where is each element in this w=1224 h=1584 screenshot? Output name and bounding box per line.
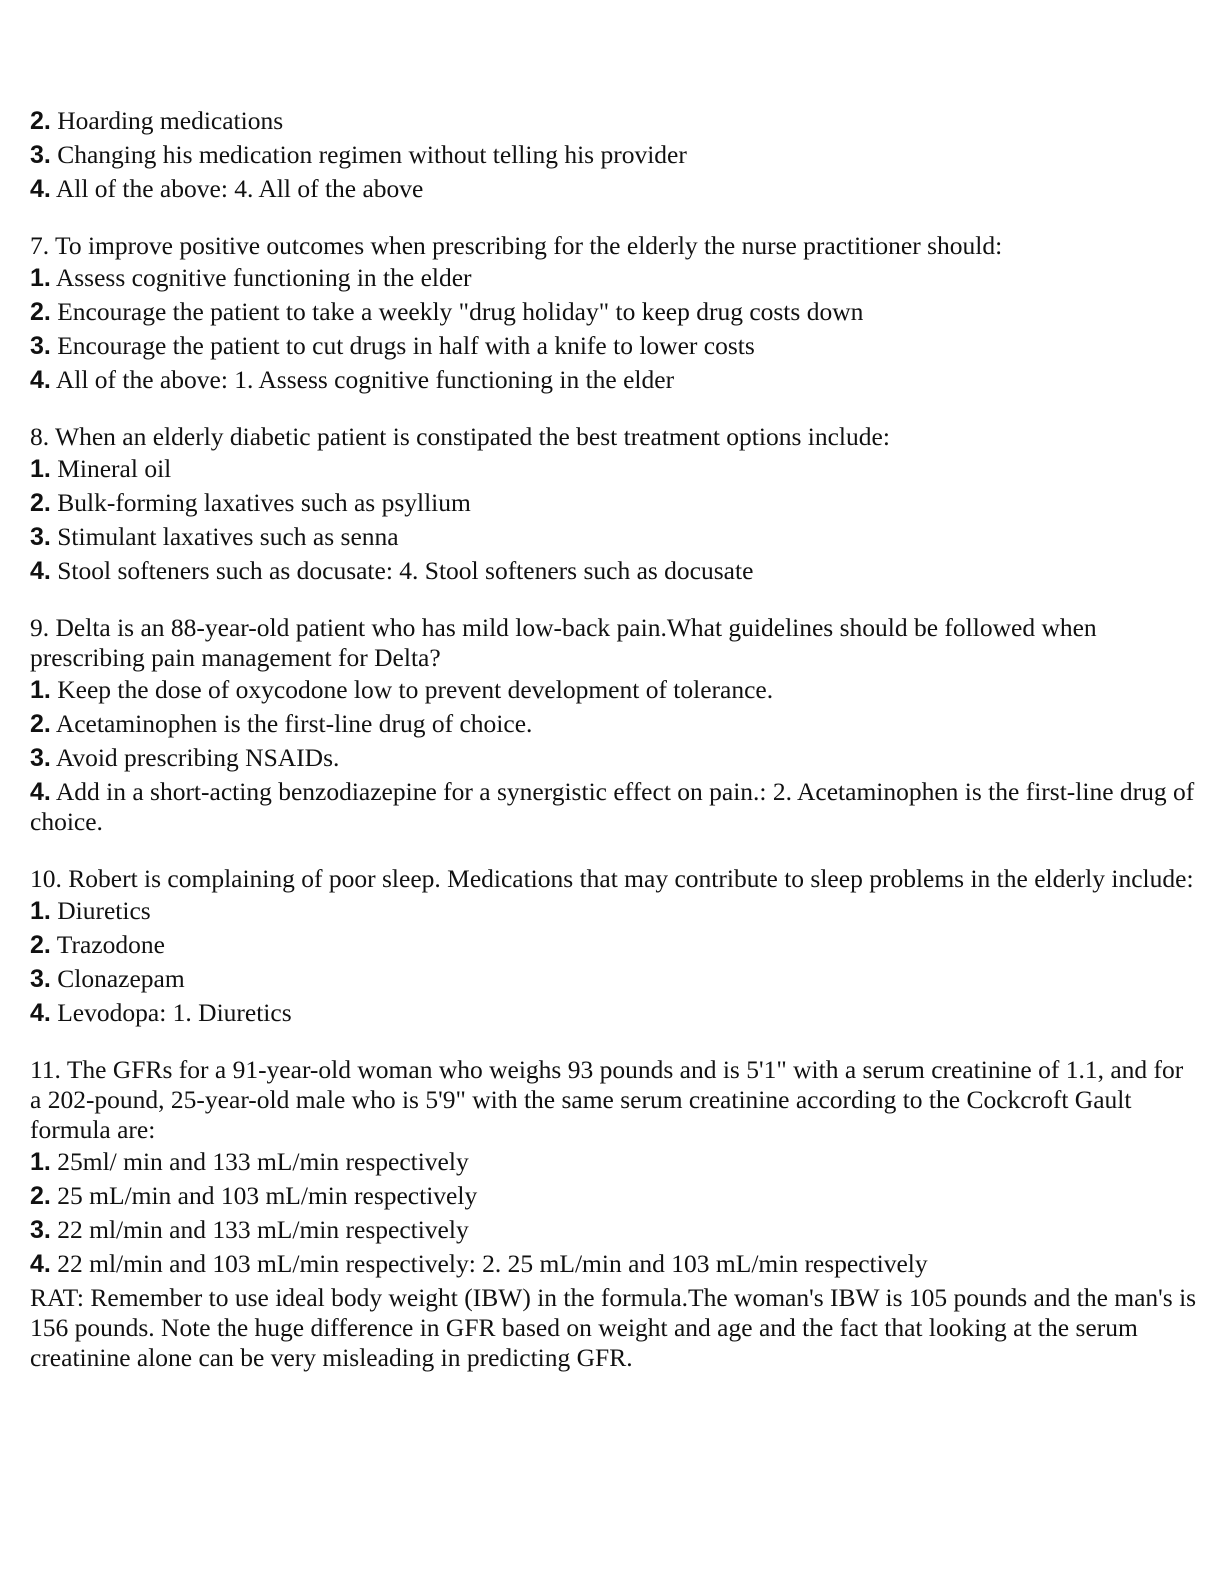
- option: [30, 675, 1200, 705]
- rationale-text: RAT: Remember to use ideal body weight (IBW) in the formula.The woman's IBW is 105 pounds and the man's is 156 pounds. Note the huge difference in GFR based on weight and age and the fact that looking at the serum creatinine alone can be very misleading in predicting GFR.: [30, 1283, 1197, 1372]
- option-text: 22 ml/min and 133 mL/min respectively: [57, 1215, 469, 1244]
- option: [30, 777, 1200, 837]
- option: [30, 709, 1200, 739]
- option-text: Encourage the patient to cut drugs in half with a knife to lower costs: [57, 331, 755, 360]
- option: [30, 1215, 1200, 1245]
- option-number: 2.: [30, 931, 51, 959]
- question-11: [30, 1055, 1200, 1373]
- option: [30, 743, 1200, 773]
- option-number: 4.: [30, 557, 51, 585]
- document-page: [30, 106, 1200, 1400]
- option: [30, 174, 1200, 204]
- option-number: 4.: [30, 1250, 51, 1278]
- option-number: 2.: [30, 710, 51, 738]
- question-stem: 9. Delta is an 88-year-old patient who has mild low-back pain.What guidelines should be followed when prescribing pain management for Delta?: [30, 613, 1097, 672]
- question-stem: 7. To improve positive outcomes when prescribing for the elderly the nurse practitioner should:: [30, 231, 1003, 260]
- question-stem: 10. Robert is complaining of poor sleep. Medications that may contribute to sleep problems in the elderly include:: [30, 864, 1194, 893]
- question-stem: 8. When an elderly diabetic patient is constipated the best treatment options include:: [30, 422, 890, 451]
- option: [30, 140, 1200, 170]
- option-text: Stimulant laxatives such as senna: [57, 522, 399, 551]
- option-text: Avoid prescribing NSAIDs.: [55, 743, 340, 772]
- question-stem: 11. The GFRs for a 91-year-old woman who weighs 93 pounds and is 5'1" with a serum creatinine of 1.1, and for a 202-pound, 25-year-old male who is 5'9" with the same serum creatinine according to the Cockcroft Gault formula are:: [30, 1055, 1184, 1144]
- option-number: 4.: [30, 366, 51, 394]
- option-text: Keep the dose of oxycodone low to prevent development of tolerance.: [57, 675, 774, 704]
- option-text: Add in a short-acting benzodiazepine for a synergistic effect on pain.: 2. Acetaminophen is the first-line drug of choice.: [30, 777, 1195, 836]
- option-number: 3.: [30, 523, 51, 551]
- option-text: Clonazepam: [57, 964, 185, 993]
- question-10: [30, 864, 1200, 1028]
- option: [30, 331, 1200, 361]
- option: [30, 454, 1200, 484]
- option-number: 2.: [30, 107, 51, 135]
- option-text: 25ml/ min and 133 mL/min respectively: [57, 1147, 469, 1176]
- option-text: Hoarding medications: [57, 106, 284, 135]
- option-number: 3.: [30, 1216, 51, 1244]
- option-number: 2.: [30, 1182, 51, 1210]
- option-text: Changing his medication regimen without telling his provider: [57, 140, 687, 169]
- option-number: 3.: [30, 965, 51, 993]
- option-text: 25 mL/min and 103 mL/min respectively: [57, 1181, 478, 1210]
- option: [30, 365, 1200, 395]
- option-text: Mineral oil: [57, 454, 172, 483]
- option-number: 1.: [30, 897, 51, 925]
- option: [30, 1249, 1200, 1279]
- option-text: All of the above: 4. All of the above: [55, 174, 424, 203]
- option-number: 3.: [30, 332, 51, 360]
- option: [30, 522, 1200, 552]
- option: [30, 297, 1200, 327]
- option-number: 1.: [30, 264, 51, 292]
- option-number: 2.: [30, 489, 51, 517]
- option-number: 1.: [30, 676, 51, 704]
- question-6-continued: [30, 106, 1200, 204]
- option-text: All of the above: 1. Assess cognitive functioning in the elder: [55, 365, 675, 394]
- option: [30, 964, 1200, 994]
- option-number: 1.: [30, 1148, 51, 1176]
- option: [30, 1181, 1200, 1211]
- option: [30, 488, 1200, 518]
- option-text: Trazodone: [56, 930, 165, 959]
- option: [30, 556, 1200, 586]
- option-number: 2.: [30, 298, 51, 326]
- option-text: Acetaminophen is the first-line drug of choice.: [55, 709, 533, 738]
- option-number: 3.: [30, 141, 51, 169]
- option-text: Bulk-forming laxatives such as psyllium: [57, 488, 471, 517]
- option: [30, 1147, 1200, 1177]
- option-text: 22 ml/min and 103 mL/min respectively: 2. 25 mL/min and 103 mL/min respectively: [57, 1249, 928, 1278]
- option-text: Diuretics: [57, 896, 151, 925]
- option-number: 4.: [30, 999, 51, 1027]
- question-9: [30, 613, 1200, 837]
- option-number: 3.: [30, 744, 51, 772]
- option-number: 4.: [30, 778, 51, 806]
- question-7: [30, 231, 1200, 395]
- option-text: Assess cognitive functioning in the elder: [55, 263, 472, 292]
- option-number: 1.: [30, 455, 51, 483]
- question-8: [30, 422, 1200, 586]
- option-text: Levodopa: 1. Diuretics: [57, 998, 292, 1027]
- option: [30, 106, 1200, 136]
- option: [30, 896, 1200, 926]
- option: [30, 930, 1200, 960]
- option-number: 4.: [30, 175, 51, 203]
- option-text: Stool softeners such as docusate: 4. Stool softeners such as docusate: [57, 556, 754, 585]
- option: [30, 263, 1200, 293]
- option-text: Encourage the patient to take a weekly "drug holiday" to keep drug costs down: [57, 297, 864, 326]
- option: [30, 998, 1200, 1028]
